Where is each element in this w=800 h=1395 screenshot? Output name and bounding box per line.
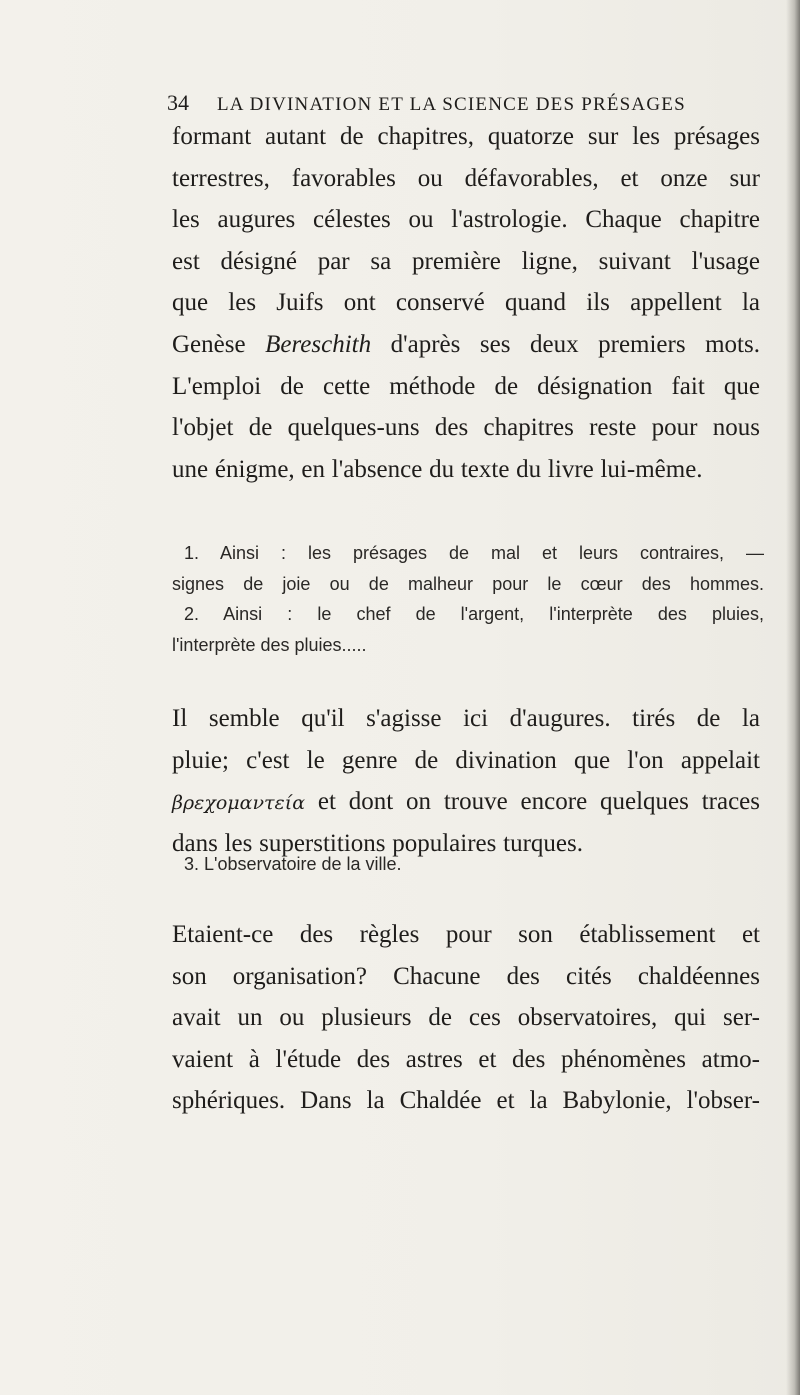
text-line bbox=[172, 781, 760, 823]
text-line: dans les superstitions populaires turques. bbox=[172, 829, 583, 857]
text-line: les augures célestes ou l'astrologie. Chaque chapitre bbox=[172, 206, 760, 234]
text-line: pluie; c'est le genre de divination que l'on appelait bbox=[172, 746, 760, 774]
text-line: une énigme, en l'absence du texte du livre lui-même. bbox=[172, 455, 703, 483]
text-line: avait un ou plusieurs de ces observatoires, qui ser- bbox=[172, 1004, 760, 1032]
italic-title: Bereschith bbox=[265, 330, 372, 358]
text-segment: Genèse bbox=[172, 330, 266, 358]
text-line: L'emploi de cette méthode de désignation fait que bbox=[172, 372, 760, 400]
quote-line: 3. L'observatoire de la ville. bbox=[184, 854, 402, 874]
text-segment: d'après ses deux premiers mots. bbox=[371, 330, 760, 358]
quote-line: l'interprète des pluies..... bbox=[172, 634, 367, 655]
quote-line: 1. Ainsi : les présages de mal et leurs contraires, — bbox=[184, 543, 764, 563]
text-line bbox=[172, 324, 760, 366]
page-edge-shadow bbox=[786, 0, 800, 1395]
quote-line: signes de joie ou de malheur pour le cœur des hommes. bbox=[172, 573, 764, 594]
text-line: l'objet de quelques-uns des chapitres reste pour nous bbox=[172, 414, 760, 442]
text-line: Il semble qu'il s'agisse ici d'augures. tirés de la bbox=[172, 705, 760, 732]
page-number: 34 bbox=[167, 90, 189, 115]
paragraph-2 bbox=[172, 698, 760, 864]
quote-block-1 bbox=[172, 538, 764, 660]
text-line: Etaient-ce des règles pour son établissement et bbox=[172, 921, 760, 948]
text-line: son organisation? Chacune des cités chaldéennes bbox=[172, 962, 760, 990]
text-line: sphériques. Dans la Chaldée et la Babylonie, l'obser- bbox=[172, 1087, 760, 1115]
greek-term: βρεχομαντεία bbox=[172, 792, 306, 815]
text-line: terrestres, favorables ou défavorables, et onze sur bbox=[172, 164, 760, 192]
quote-block-2 bbox=[172, 849, 764, 880]
paragraph-3 bbox=[172, 914, 760, 1122]
text-line: vaient à l'étude des astres et des phénomènes atmo- bbox=[172, 1045, 760, 1073]
paragraph-1 bbox=[172, 116, 760, 490]
text-line: que les Juifs ont conservé quand ils appellent la bbox=[172, 289, 760, 317]
text-line: formant autant de chapitres, quatorze sur les présages bbox=[172, 123, 760, 150]
text-segment: et dont on trouve encore quelques traces bbox=[305, 788, 760, 816]
text-line: est désigné par sa première ligne, suivant l'usage bbox=[172, 247, 760, 275]
quote-line: 2. Ainsi : le chef de l'argent, l'interprète des pluies, bbox=[184, 604, 764, 624]
running-title: LA DIVINATION ET LA SCIENCE DES PRÉSAGES bbox=[217, 94, 686, 115]
